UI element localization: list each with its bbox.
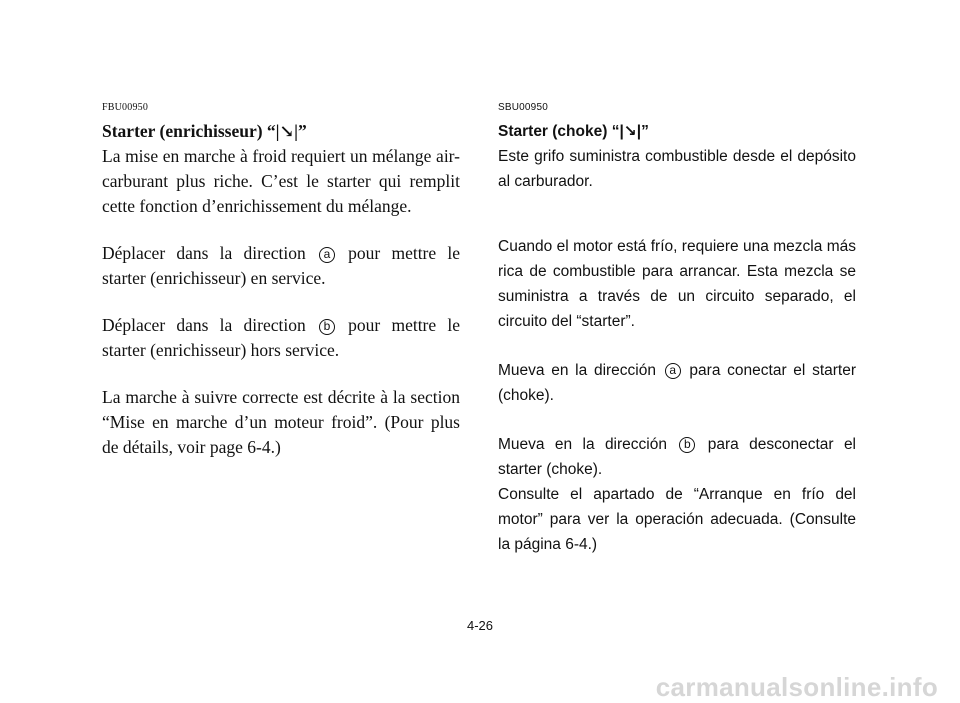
circle-marker-a: a xyxy=(665,363,681,379)
circle-marker-a: a xyxy=(319,247,335,263)
french-column xyxy=(102,102,460,460)
spanish-column xyxy=(498,102,856,557)
paragraph-text: para conectar el starter (choke). xyxy=(498,362,857,404)
paragraph-direction-b xyxy=(102,313,460,363)
section-code: FBU00950 xyxy=(102,102,149,113)
circle-marker-b: b xyxy=(679,437,695,453)
paragraph-text: Déplacer dans la direction xyxy=(102,315,306,335)
paragraph-text: pour mettre le starter (enrichisseur) hors service. xyxy=(102,315,460,360)
section-code: SBU00950 xyxy=(498,102,548,113)
paragraph-intro: Este grifo suministra combustible desde el depósito al carburador. xyxy=(498,148,856,190)
paragraph-text: Mueva en la dirección xyxy=(498,362,656,379)
circle-marker-b: b xyxy=(319,319,335,335)
paragraph-procedure: Consulte el apartado de “Arranque en frío del motor” para ver la operación adecuada. (Consulte la página 6-4.) xyxy=(498,486,856,553)
paragraph-text: Mueva en la dirección xyxy=(498,436,667,453)
paragraph-direction-a xyxy=(102,241,460,291)
paragraph-text: para desconectar el starter (choke). xyxy=(498,436,857,478)
paragraph-text: Déplacer dans la direction xyxy=(102,243,306,263)
page-number: 4-26 xyxy=(466,618,494,633)
paragraph-cold-start: Cuando el motor está frío, requiere una mezcla más rica de combustible para arrancar. Esta mezcla se suministra a través de un circuito separado, el circuito del “starter”. xyxy=(498,238,856,330)
paragraph-direction-b xyxy=(498,432,856,482)
paragraph-text: pour mettre le starter (enrichisseur) en service. xyxy=(102,243,460,288)
paragraph-direction-a xyxy=(498,358,856,408)
paragraph-procedure: La marche à suivre correcte est décrite à la section “Mise en marche d’un moteur froid”. (Pour plus de détails, voir page 6-4.) xyxy=(102,387,460,457)
section-heading: Starter (choke) “|↘|” xyxy=(498,123,649,140)
watermark: carmanualsonline.info xyxy=(655,672,938,702)
paragraph-intro: La mise en marche à froid requiert un mélange air-carburant plus riche. C’est le starter qui remplit cette fonction d’enrichissement du mélange. xyxy=(102,146,460,216)
section-heading: Starter (enrichisseur) “|↘|” xyxy=(102,121,307,141)
